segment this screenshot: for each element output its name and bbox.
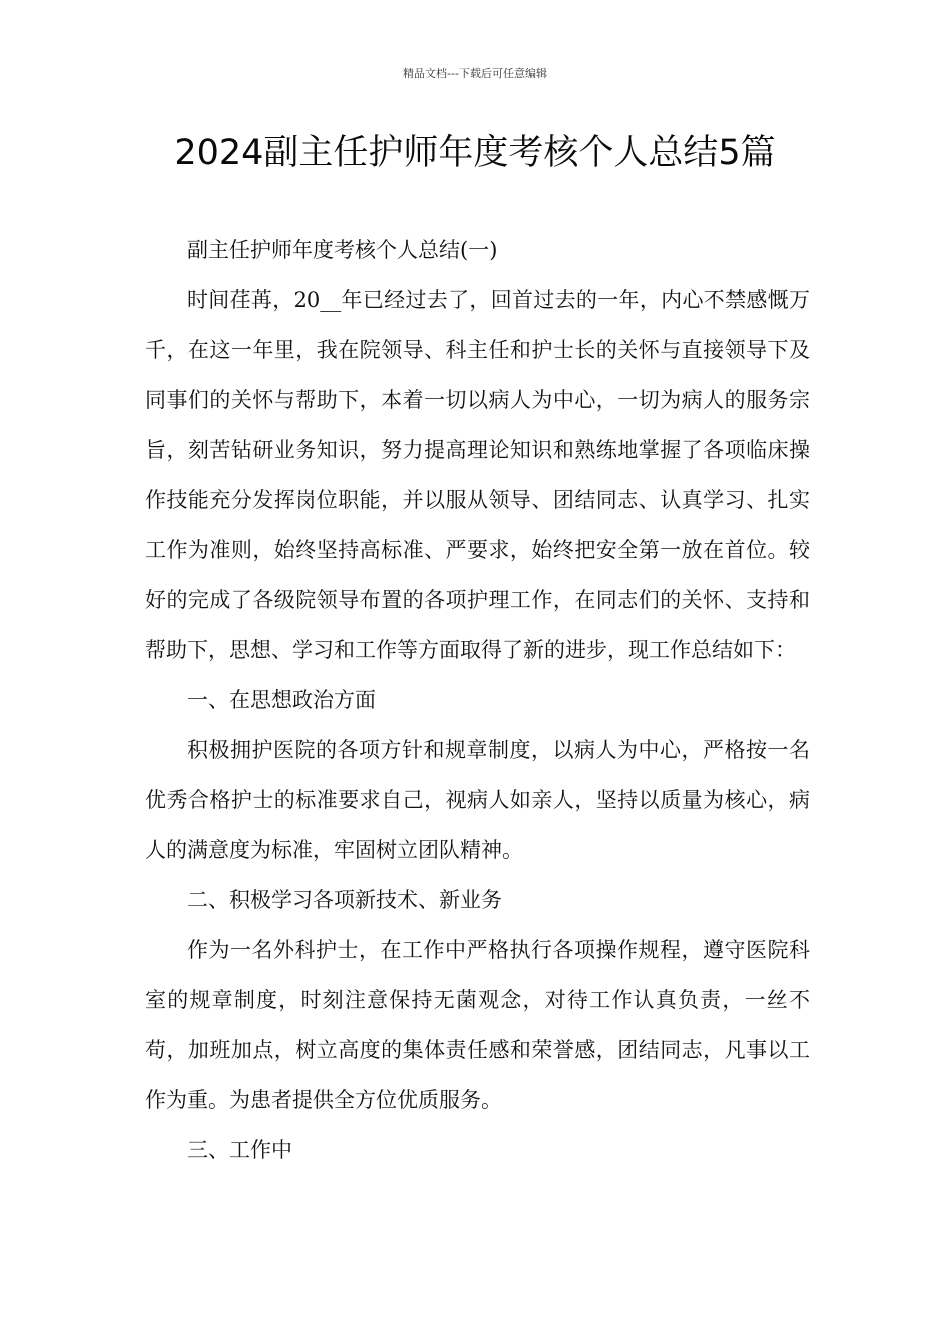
section-heading: 二、积极学习各项新技术、新业务 (187, 888, 502, 912)
document-title: 2024副主任护师年度考核个人总结5篇 (174, 133, 776, 173)
section-heading: 一、在思想政治方面 (187, 688, 376, 712)
body-paragraph: 积极拥护医院的各项方针和规章制度，以病人为中心，严格按一名优秀合格护士的标准要求自己，视病人如亲人，坚持以质量为核心，病人的满意度为标准，牢固树立团队精神。 (145, 738, 810, 862)
body-paragraph: 作为一名外科护士，在工作中严格执行各项操作规程，遵守医院科室的规章制度，时刻注意保持无菌观念，对待工作认真负责，一丝不苟，加班加点，树立高度的集体责任感和荣誉感，团结同志，凡事以工作为重。为患者提供全方位优质服务。 (145, 938, 810, 1112)
section-heading: 副主任护师年度考核个人总结(一) (187, 238, 498, 262)
section-heading: 三、工作中 (187, 1138, 292, 1162)
header-note: 精品文档---下载后可任意编辑 (403, 67, 547, 80)
document-body (145, 225, 810, 1175)
body-paragraph: 时间荏苒，20__年已经过去了，回首过去的一年，内心不禁感慨万千，在这一年里，我在院领导、科主任和护士长的关怀与直接领导下及同事们的关怀与帮助下，本着一切以病人为中心，一切为病人的服务宗旨，刻苦钻研业务知识，努力提高理论知识和熟练地掌握了各项临床操作技能充分发挥岗位职能，并以服从领导、团结同志、认真学习、扎实工作为准则，始终坚持高标准、严要求，始终把安全第一放在首位。较好的完成了各级院领导布置的各项护理工作，在同志们的关怀、支持和帮助下，思想、学习和工作等方面取得了新的进步，现工作总结如下： (145, 288, 810, 662)
